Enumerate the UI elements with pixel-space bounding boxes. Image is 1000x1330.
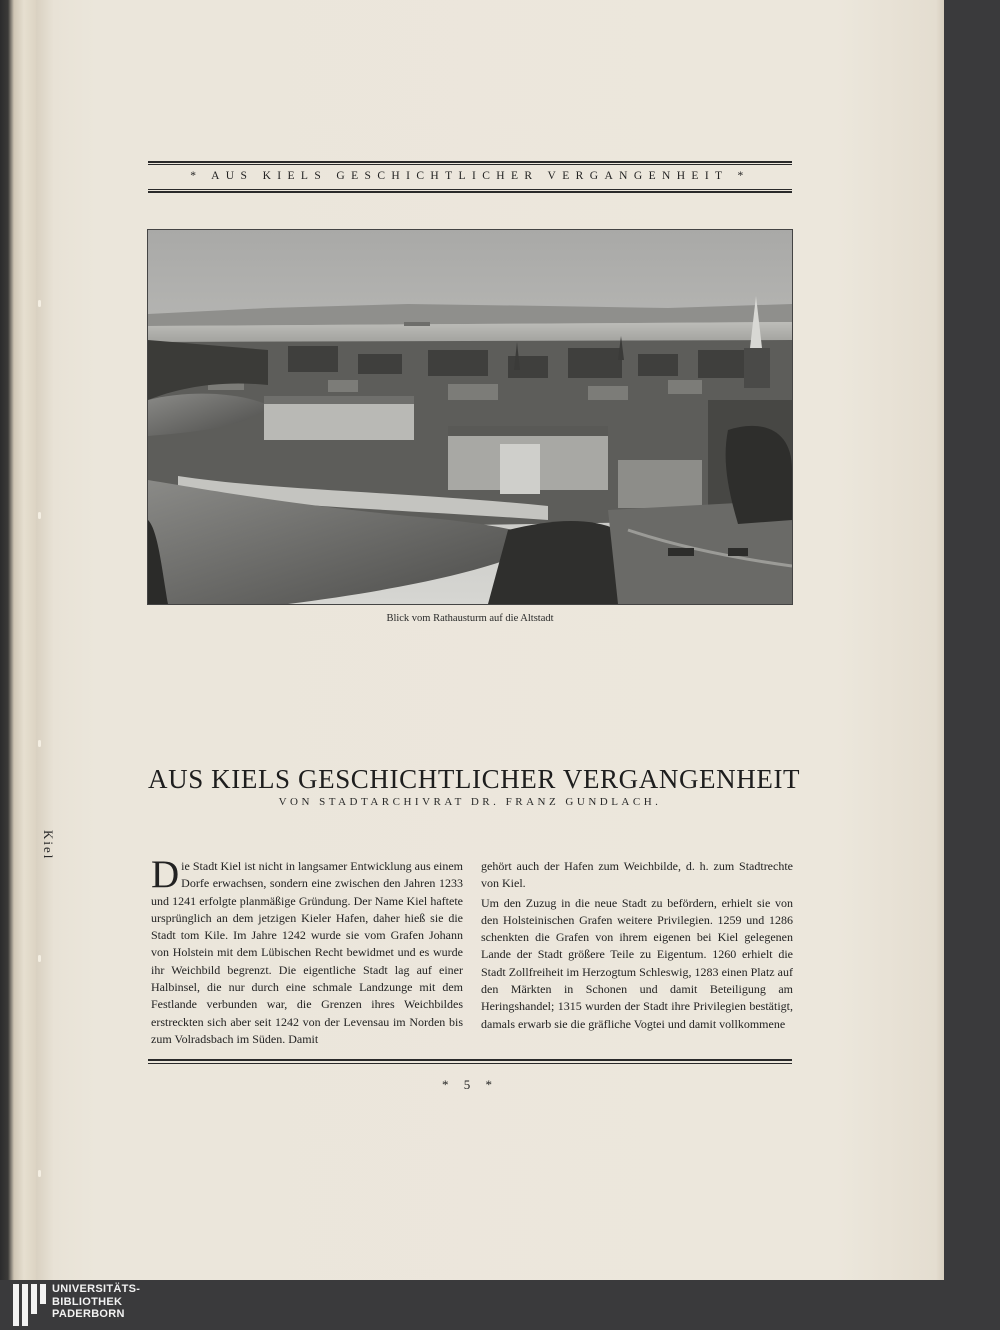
binding-stitch (38, 955, 41, 962)
paragraph: gehört auch der Hafen zum Weichbilde, d. h. zum Stadtrechte von Kiel. (481, 859, 793, 891)
library-footer (0, 1280, 1000, 1330)
binding-stitch (38, 1170, 41, 1177)
paragraph (151, 853, 463, 1048)
header-rule-top (148, 161, 792, 163)
text-column-right (481, 858, 793, 1035)
margin-label: Kiel (41, 830, 56, 861)
binding-stitch (38, 512, 41, 519)
library-name (52, 1283, 140, 1321)
library-name-line: UNIVERSITÄTS- (52, 1283, 141, 1295)
scan-background-right (944, 0, 1000, 1280)
library-name-line: PADERBORN (52, 1308, 125, 1320)
header-rule-bottom-thin (148, 189, 792, 190)
article-byline: VON STADTARCHIVRAT DR. FRANZ GUNDLACH. (278, 796, 662, 808)
library-name-line: BIBLIOTHEK (52, 1295, 123, 1308)
book-binding-left (0, 0, 40, 1280)
footer-rule-top (148, 1059, 792, 1061)
text-column-left (151, 853, 463, 1050)
page-number: * 5 * (442, 1077, 498, 1092)
article-title: AUS KIELS GESCHICHTLICHER VERGANGENHEIT (148, 764, 801, 794)
paragraph-text: ie Stadt Kiel ist nicht in langsamer Entwicklung aus einem Dorfe erwachsen, sondern eine zwischen den Jahren 1233 und 1241 erfolgte planmäßige Gründung. Der Name Kiel haftete ursprünglich an dem jetzigen Kieler Hafen, daher hieß sie die Stadt tom Kile. Im Jahre 1242 wurde sie vom Grafen Johann von Holstein mit dem Lübischen Recht bewidmet und es wurde ihr Weichbild begrenzt. Die eigentliche Stadt lag auf einer Halbinsel, die nur durch eine schmale Landzunge mit dem Festlande verbunden war, die Grenzen ihres Weichbildes erstreckten sich aber seit 1242 von der Levensau im Norden bis zum Volradsbach im Süden. Damit (151, 859, 463, 1046)
drop-cap: D (151, 853, 180, 896)
photo-caption: Blick vom Rathausturm auf die Altstadt (386, 613, 554, 624)
footer-rule-thin (148, 1063, 792, 1064)
city-panorama-photo (147, 229, 793, 605)
binding-stitch (38, 740, 41, 747)
running-head: * AUS KIELS GESCHICHTLICHER VERGANGENHEIT * (190, 170, 750, 182)
binding-stitch (38, 300, 41, 307)
library-logo-icon (13, 1284, 47, 1326)
paragraph: Um den Zuzug in die neue Stadt zu befördern, erhielt sie von den Holsteinischen Grafen weitere Privilegien. 1259 und 1286 schenkten die Grafen von ihrem eigenen bei Kiel gelegenen Lande der Stadt größere Teile zu Eigentum. 1260 erhielt die Stadt Zollfreiheit im Herzogtum Schleswig, 1283 einen Platz auf den Märkten in Schonen und damit Beteiligung am Heringshandel; 1315 wurden der Stadt ihre Privilegien bestätigt, damals erwarb sie die gräfliche Vogtei und damit vollkommene (481, 895, 793, 1031)
header-rule-top-thin (148, 164, 792, 165)
header-rule-bottom (148, 191, 792, 193)
